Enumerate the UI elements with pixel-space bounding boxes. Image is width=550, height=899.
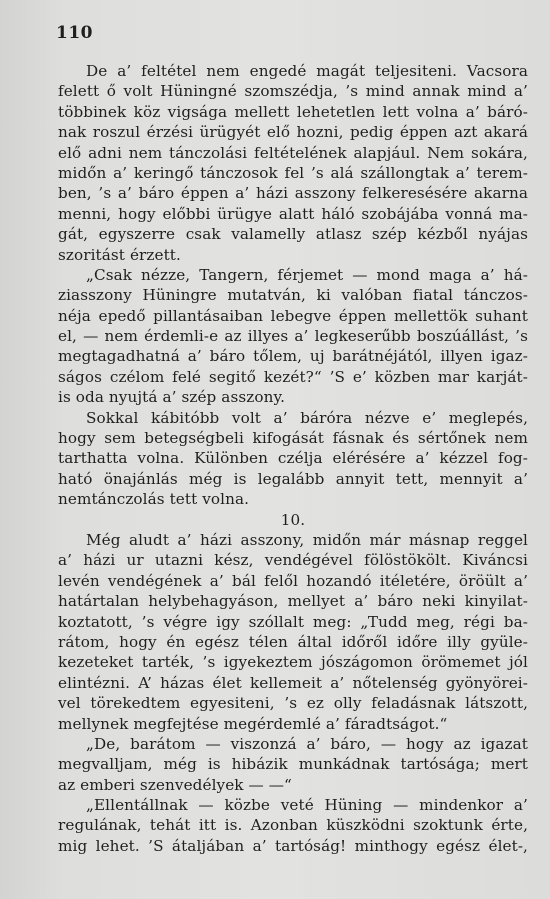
text-line: többinek köz vigsága mellett lehetetlen lett volna a’ báró- bbox=[58, 102, 528, 121]
text-line: ható önajánlás még is legalább annyit tett, mennyit a’ bbox=[58, 469, 528, 488]
text-line: koztatott, ’s végre igy szóllalt meg: „Tudd meg, régi ba- bbox=[58, 612, 528, 631]
text-line: De a’ feltétel nem engedé magát teljesiteni. Vacsora bbox=[86, 62, 528, 80]
page-number: 110 bbox=[56, 23, 93, 43]
text-line: megtagadhatná a’ báro tőlem, uj barátnéjától, illyen igaz- bbox=[58, 347, 528, 366]
text-line: „Ellentállnak — közbe veté Hüning — mindenkor a’ bbox=[86, 796, 528, 815]
text-line: nak roszul érzési ürügyét elő hozni, pedig éppen azt akará bbox=[58, 123, 528, 142]
text-line: nemtánczolás tett volna. bbox=[58, 490, 250, 509]
text-line: ben, ’s a’ báro éppen a’ házi asszony felkeresésére akarna bbox=[58, 184, 528, 203]
text-line: felett ő volt Hüningné szomszédja, ’s mind annak mind a’ bbox=[58, 82, 528, 101]
text-line: „De, barátom — viszonzá a’ báro, — hogy az igazat bbox=[86, 734, 528, 753]
text-line: „Csak nézze, Tangern, férjemet — mond maga a’ há- bbox=[86, 265, 528, 284]
text-line: határtalan helybehagyáson, mellyet a’ báro neki kinyilat- bbox=[58, 592, 528, 611]
text-line: is oda nyujtá a’ szép asszony. bbox=[58, 388, 286, 407]
text-line: gát, egyszerre csak valamelly atlasz szép kézből nyájas bbox=[58, 225, 528, 244]
text-line: mig lehet. ’S átaljában a’ tartóság! minthogy egész élet-, bbox=[58, 836, 528, 855]
text-line: vel törekedtem egyesiteni, ’s ez olly feladásnak látszott, bbox=[58, 694, 528, 713]
text-line: néja epedő pillantásaiban lebegve éppen mellettök suhant bbox=[58, 306, 528, 325]
text-line: ságos czélom felé segitő kezét?“ ’S e’ közben mar karját- bbox=[58, 367, 528, 386]
text-line: megvalljam, még is hibázik munkádnak tartósága; mert bbox=[58, 755, 528, 774]
text-line: levén vendégének a’ bál felől hozandó itéletére, öröült a’ bbox=[58, 571, 528, 590]
text-line: a’ házi ur utazni kész, vendégével fölöstökölt. Kiváncsi bbox=[58, 551, 528, 570]
text-line: mellynek megfejtése megérdemlé a’ fáradtságot.“ bbox=[58, 714, 448, 733]
text-line: elintézni. A’ házas élet kellemeit a’ nőtelenség gyönyörei- bbox=[58, 673, 528, 692]
section-number: 10. bbox=[280, 510, 306, 529]
text-line: rátom, hogy én egész télen által időről időre illy gyüle- bbox=[58, 632, 528, 651]
text-line: menni, hogy előbbi ürügye alatt háló szobájába vonná ma- bbox=[58, 204, 528, 223]
text-line: midőn a’ keringő tánczosok fel ’s alá szállongtak a’ terem- bbox=[58, 163, 528, 182]
text-line: regulának, tehát itt is. Azonban küszködni szoktunk érte, bbox=[58, 816, 528, 835]
text-line: kezeteket tarték, ’s igyekeztem jószágomon örömemet jól bbox=[58, 653, 528, 672]
body-text bbox=[58, 61, 528, 856]
text-line: szoritást érzett. bbox=[58, 245, 181, 264]
text-line: Sokkal kábitóbb volt a’ báróra nézve e’ meglepés, bbox=[86, 408, 528, 427]
text-line: Még aludt a’ házi asszony, midőn már másnap reggel bbox=[86, 530, 528, 549]
text-line: hogy sem betegségbeli kifogását fásnak és sértőnek nem bbox=[58, 429, 528, 448]
text-line: el, — nem érdemli-e az illyes a’ legkeserűbb boszúállást, ’s bbox=[58, 327, 528, 346]
text-line: ziasszony Hüningre mutatván, ki valóban fiatal tánczos- bbox=[58, 286, 528, 305]
text-line: elő adni nem tánczolási feltételének alapjául. Nem sokára, bbox=[58, 143, 528, 162]
text-line: tarthatta volna. Különben czélja elérésére a’ kézzel fog- bbox=[58, 449, 528, 468]
text-line: az emberi szenvedélyek — —“ bbox=[58, 775, 292, 794]
